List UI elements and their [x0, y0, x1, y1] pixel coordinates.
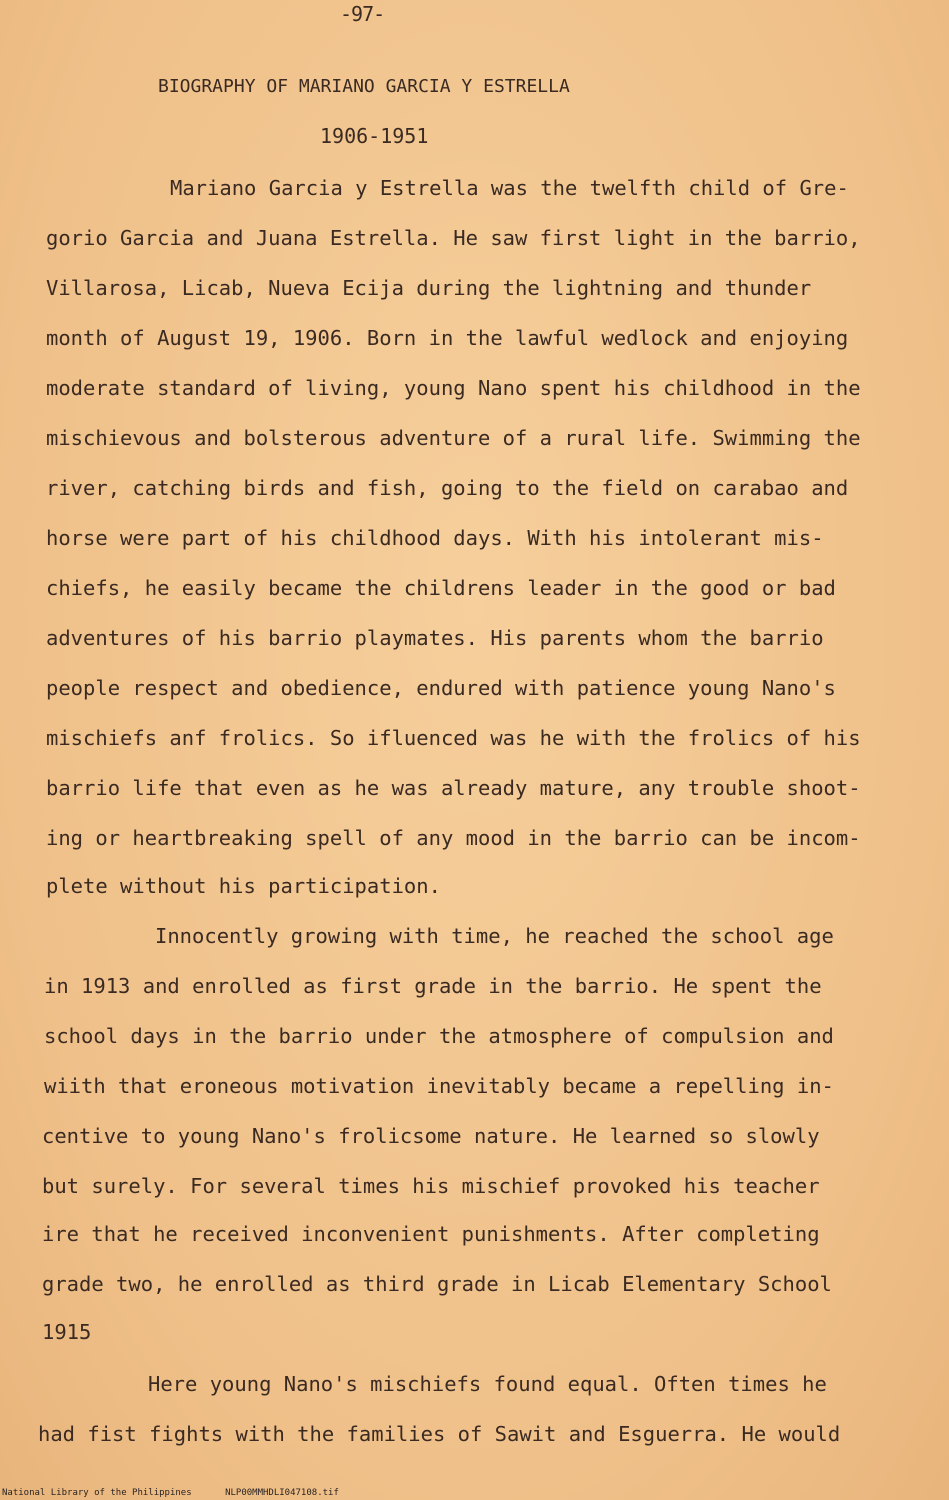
body-line: plete without his participation. [46, 874, 441, 898]
footer-file: NLP00MMHDLI047108.tif [225, 1488, 339, 1498]
body-line: school days in the barrio under the atmosphere of compulsion and [44, 1024, 834, 1048]
body-line: river, catching birds and fish, going to the field on carabao and [46, 476, 849, 500]
body-line: Here young Nano's mischiefs found equal. Often times he [148, 1372, 827, 1396]
body-line: moderate standard of living, young Nano spent his childhood in the [46, 376, 861, 400]
page-number: -97- [340, 2, 385, 26]
body-line: gorio Garcia and Juana Estrella. He saw first light in the barrio, [46, 226, 861, 250]
body-line: Innocently growing with time, he reached the school age [155, 924, 834, 948]
body-line: ire that he received inconvenient punishments. After completing [42, 1222, 820, 1246]
body-line: grade two, he enrolled as third grade in Licab Elementary School [42, 1272, 832, 1296]
body-line: adventures of his barrio playmates. His parents whom the barrio [46, 626, 824, 650]
body-line: Mariano Garcia y Estrella was the twelfth child of Gre- [170, 176, 849, 200]
body-line: mischievous and bolsterous adventure of a rural life. Swimming the [46, 426, 861, 450]
body-line: 1915 [42, 1320, 92, 1344]
body-line: in 1913 and enrolled as first grade in the barrio. He spent the [44, 974, 822, 998]
body-line: Villarosa, Licab, Nueva Ecija during the lightning and thunder [46, 276, 812, 300]
document-title: BIOGRAPHY OF MARIANO GARCIA Y ESTRELLA [158, 76, 570, 97]
footer-library: National Library of the Philippines [2, 1488, 192, 1498]
body-line: chiefs, he easily became the childrens leader in the good or bad [46, 576, 836, 600]
body-line: month of August 19, 1906. Born in the lawful wedlock and enjoying [46, 326, 849, 350]
body-line: but surely. For several times his mischief provoked his teacher [42, 1174, 820, 1198]
document-years: 1906-1951 [320, 124, 429, 148]
body-line: wiith that eroneous motivation inevitably became a repelling in- [44, 1074, 834, 1098]
scan-footer [2, 1488, 367, 1498]
body-line: horse were part of his childhood days. With his intolerant mis- [46, 526, 824, 550]
body-line: barrio life that even as he was already mature, any trouble shoot- [46, 776, 861, 800]
body-line: mischiefs anf frolics. So ifluenced was he with the frolics of his [46, 726, 861, 750]
body-line: centive to young Nano's frolicsome nature. He learned so slowly [42, 1124, 820, 1148]
body-line: ing or heartbreaking spell of any mood in the barrio can be incom- [46, 826, 861, 850]
body-line: had fist fights with the families of Sawit and Esguerra. He would [38, 1422, 841, 1446]
body-line: people respect and obedience, endured with patience young Nano's [46, 676, 836, 700]
